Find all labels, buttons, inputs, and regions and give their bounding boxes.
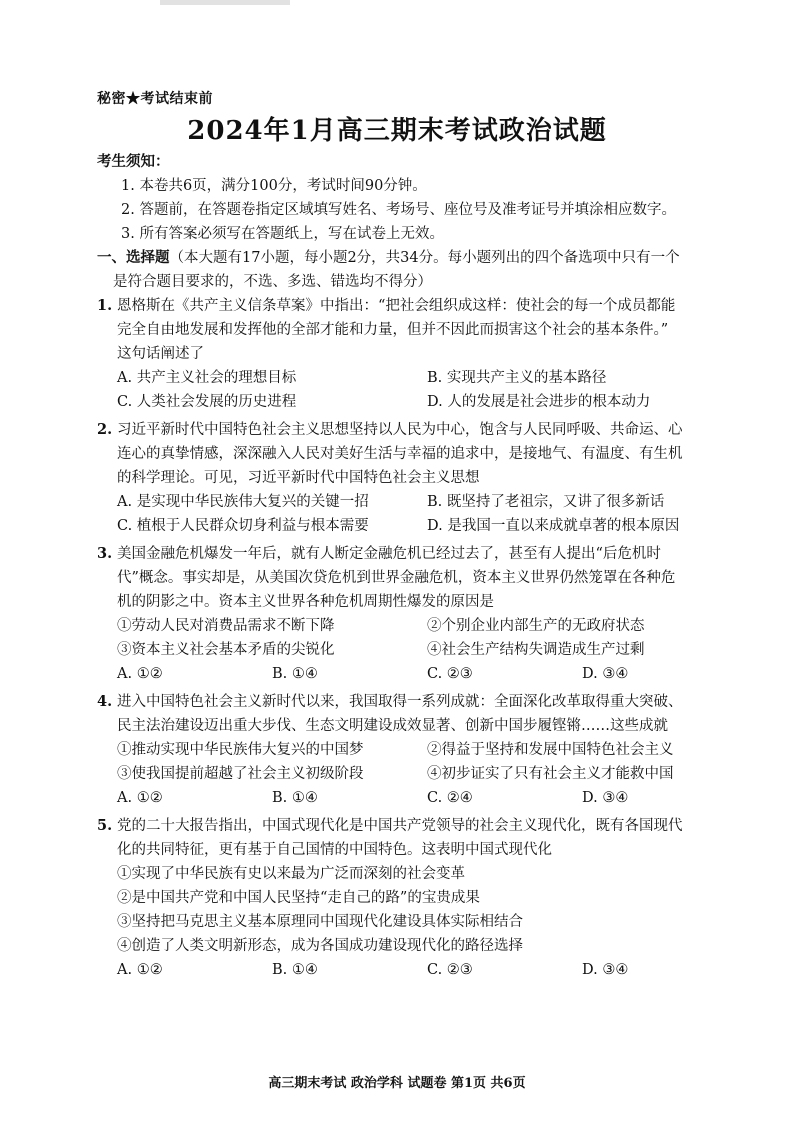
question-stem: 完全自由地发展和发挥他的全部才能和力量，但并不因此而损害这个社会的基本条件。”: [117, 322, 669, 338]
statement-3: ③使我国提前超越了社会主义初级阶段: [117, 766, 364, 782]
choice-b: B. ①④: [272, 962, 318, 978]
notice-item: 3. 所有答案必须写在答题纸上，写在试卷上无效。: [121, 226, 444, 242]
question-3: [97, 542, 737, 686]
choice-c: C. ②③: [427, 666, 473, 682]
option-a: A. 是实现中华民族伟大复兴的关键一招: [117, 494, 369, 510]
choice-d: D. ③④: [582, 962, 629, 978]
question-stem: 代”概念。事实却是，从美国次贷危机到世界金融危机，资本主义世界仍然笼罩在各种危: [117, 570, 676, 586]
section-header: [97, 246, 737, 270]
section-desc: （本大题有17小题，每小题2分，共34分。每小题列出的四个备选项中只有一个: [169, 250, 680, 266]
statement-1: ①推动实现中华民族伟大复兴的中国梦: [117, 742, 364, 758]
statement-1: ①劳动人民对消费品需求不断下降: [117, 618, 335, 634]
option-d: D. 是我国一直以来成就卓著的根本原因: [427, 518, 680, 534]
statement-2: ②得益于坚持和发展中国特色社会主义: [427, 742, 674, 758]
question-stem: 化的共同特征，更有基于自己国情的中国特色。这表明中国式现代化: [117, 842, 552, 858]
question-stem: 习近平新时代中国特色社会主义思想坚持以人民为中心，饱含与人民同呼吸、共命运、心: [117, 422, 683, 438]
section-title: 一、选择题: [97, 249, 170, 266]
question-number: 2.: [97, 421, 113, 438]
statement-3: ③坚持把马克思主义基本原理同中国现代化建设具体实际相结合: [117, 914, 523, 930]
option-c: C. 人类社会发展的历史进程: [117, 394, 297, 410]
statement-2: ②个别企业内部生产的无政府状态: [427, 618, 645, 634]
notice-heading: 考生须知：: [97, 153, 170, 170]
choice-d: D. ③④: [582, 666, 629, 682]
option-b: B. 既坚持了老祖宗，又讲了很多新话: [427, 494, 665, 510]
question-number: 3.: [97, 545, 113, 562]
question-stem: 恩格斯在《共产主义信条草案》中指出：“把社会组织成这样：使社会的每一个成员都能: [117, 298, 676, 314]
question-stem: 这句话阐述了: [117, 346, 204, 362]
scan-smudge: [160, 0, 290, 5]
secret-label: 秘密★考试结束前: [97, 91, 213, 107]
question-stem: 连心的真挚情感，深深融入人民对美好生活与幸福的追求中，是接地气、有温度、有生机: [117, 446, 683, 462]
question-stem: 党的二十大报告指出，中国式现代化是中国共产党领导的社会主义现代化，既有各国现代: [117, 818, 683, 834]
question-2: [97, 418, 737, 538]
question-stem: 机的阴影之中。资本主义世界各种危机周期性爆发的原因是: [117, 594, 494, 610]
choice-b: B. ①④: [272, 790, 318, 806]
choice-b: B. ①④: [272, 666, 318, 682]
option-b: B. 实现共产主义的基本路径: [427, 370, 607, 386]
option-d: D. 人的发展是社会进步的根本动力: [427, 394, 651, 410]
page-title: 2024年1月高三期末考试政治试题: [187, 116, 607, 146]
question-stem: 进入中国特色社会主义新时代以来，我国取得一系列成就：全面深化改革取得重大突破、: [117, 694, 683, 710]
choice-a: A. ①②: [117, 666, 163, 682]
section-desc-cont: 是符合题目要求的，不选、多选、错选均不得分）: [113, 274, 432, 290]
question-5: [97, 814, 737, 982]
notice-item: 1. 本卷共6页，满分100分，考试时间90分钟。: [121, 178, 427, 194]
option-c: C. 植根于人民群众切身利益与根本需要: [117, 518, 369, 534]
choice-d: D. ③④: [582, 790, 629, 806]
statement-3: ③资本主义社会基本矛盾的尖锐化: [117, 642, 335, 658]
question-4: [97, 690, 737, 810]
notice-item: 2. 答题前，在答题卷指定区域填写姓名、考场号、座位号及准考证号并填涂相应数字。: [121, 202, 676, 218]
page-footer: 高三期末考试 政治学科 试题卷 第1页 共6页: [268, 1076, 526, 1091]
statement-1: ①实现了中华民族有史以来最为广泛而深刻的社会变革: [117, 866, 465, 882]
statement-4: ④社会生产结构失调造成生产过剩: [427, 642, 645, 658]
question-stem: 美国金融危机爆发一年后，就有人断定金融危机已经过去了，甚至有人提出“后危机时: [117, 546, 661, 562]
question-stem: 的科学理论。可见，习近平新时代中国特色社会主义思想: [117, 470, 480, 486]
question-1: [97, 294, 737, 414]
statement-2: ②是中国共产党和中国人民坚持“走自己的路”的宝贵成果: [117, 890, 480, 906]
question-number: 5.: [97, 817, 113, 834]
question-number: 4.: [97, 693, 113, 710]
question-number: 1.: [97, 297, 113, 314]
choice-a: A. ①②: [117, 790, 163, 806]
exam-content: [97, 150, 737, 982]
choice-c: C. ②③: [427, 962, 473, 978]
statement-4: ④创造了人类文明新形态，成为各国成功建设现代化的路径选择: [117, 938, 523, 954]
option-a: A. 共产主义社会的理想目标: [117, 370, 297, 386]
choice-a: A. ①②: [117, 962, 163, 978]
statement-4: ④初步证实了只有社会主义才能救中国: [427, 766, 674, 782]
question-stem: 民主法治建设迈出重大步伐、生态文明建设成效显著、创新中国步履铿锵……这些成就: [117, 718, 668, 734]
choice-c: C. ②④: [427, 790, 473, 806]
